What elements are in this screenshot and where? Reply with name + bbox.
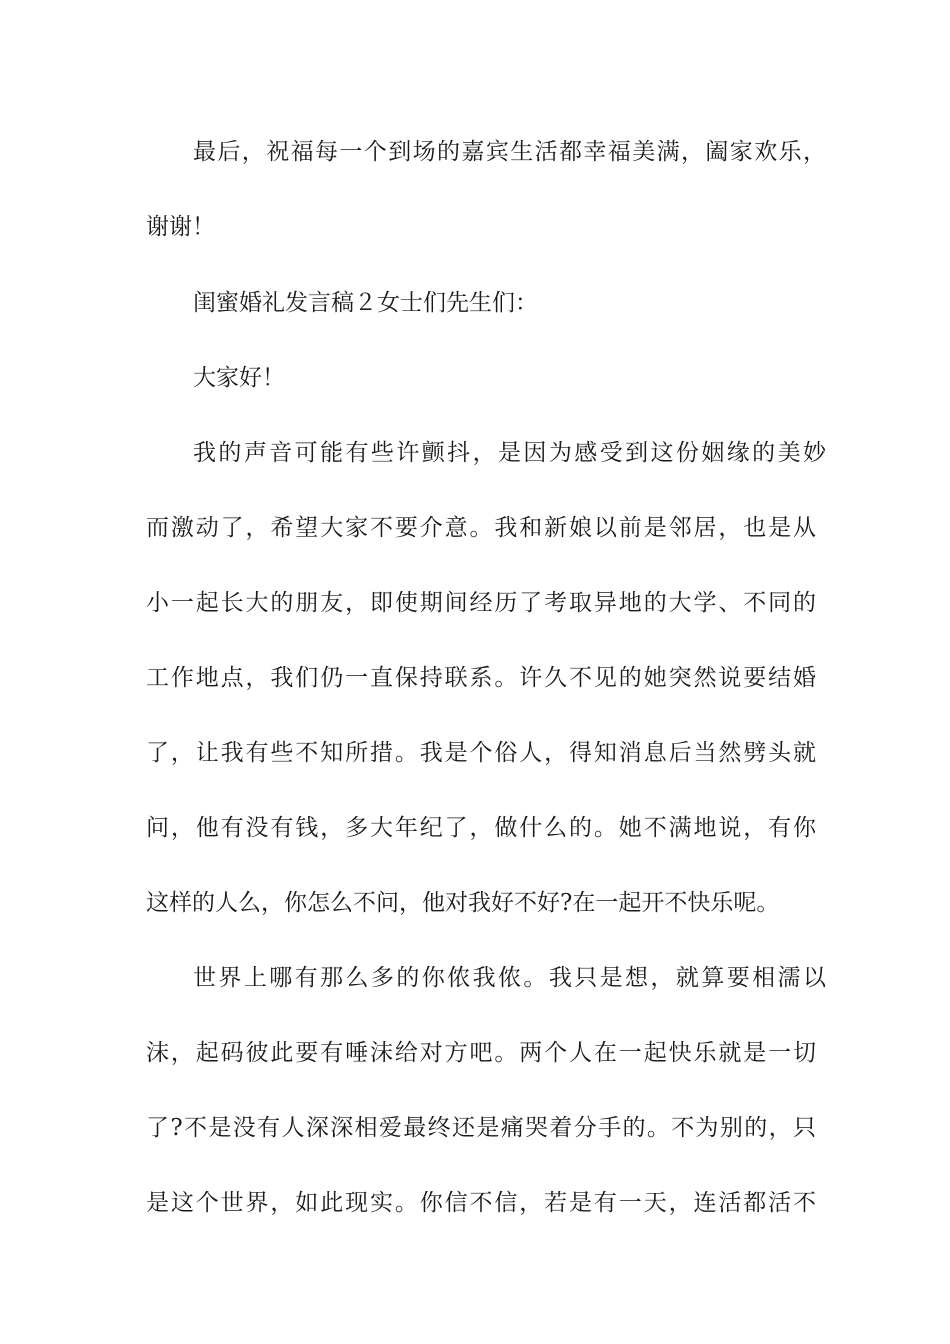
heading-line: 闺蜜婚礼发言稿２女士们先生们： bbox=[193, 290, 538, 316]
text-line: 最后，祝福每一个到场的嘉宾生活都幸福美满，阖家欢乐， bbox=[193, 139, 826, 165]
text-line: 工作地点，我们仍一直保持联系。许久不见的她突然说要结婚 bbox=[146, 665, 816, 691]
text-line: 是这个世界，如此现实。你信不信，若是有一天，连活都活不 bbox=[146, 1190, 816, 1216]
text-line: 世界上哪有那么多的你侬我侬。我只是想，就算要相濡以 bbox=[193, 965, 826, 991]
text-line: 而激动了，希望大家不要介意。我和新娘以前是邻居，也是从 bbox=[146, 515, 816, 541]
text-line: 沫，起码彼此要有唾沫给对方吧。两个人在一起快乐就是一切 bbox=[146, 1040, 816, 1066]
text-line: 大家好！ bbox=[193, 365, 285, 391]
text-line: 问，他有没有钱，多大年纪了，做什么的。她不满地说，有你 bbox=[146, 815, 816, 841]
text-line: 了，让我有些不知所措。我是个俗人，得知消息后当然劈头就 bbox=[146, 740, 816, 766]
text-line: 我的声音可能有些许颤抖，是因为感受到这份姻缘的美妙 bbox=[193, 440, 826, 466]
text-line: 小一起长大的朋友，即使期间经历了考取异地的大学、不同的 bbox=[146, 590, 816, 616]
text-line: 谢谢！ bbox=[146, 214, 215, 240]
text-line: 这样的人么，你怎么不问，他对我好不好?在一起开不快乐呢。 bbox=[146, 890, 780, 916]
text-line: 了?不是没有人深深相爱最终还是痛哭着分手的。不为别的，只 bbox=[146, 1115, 816, 1141]
